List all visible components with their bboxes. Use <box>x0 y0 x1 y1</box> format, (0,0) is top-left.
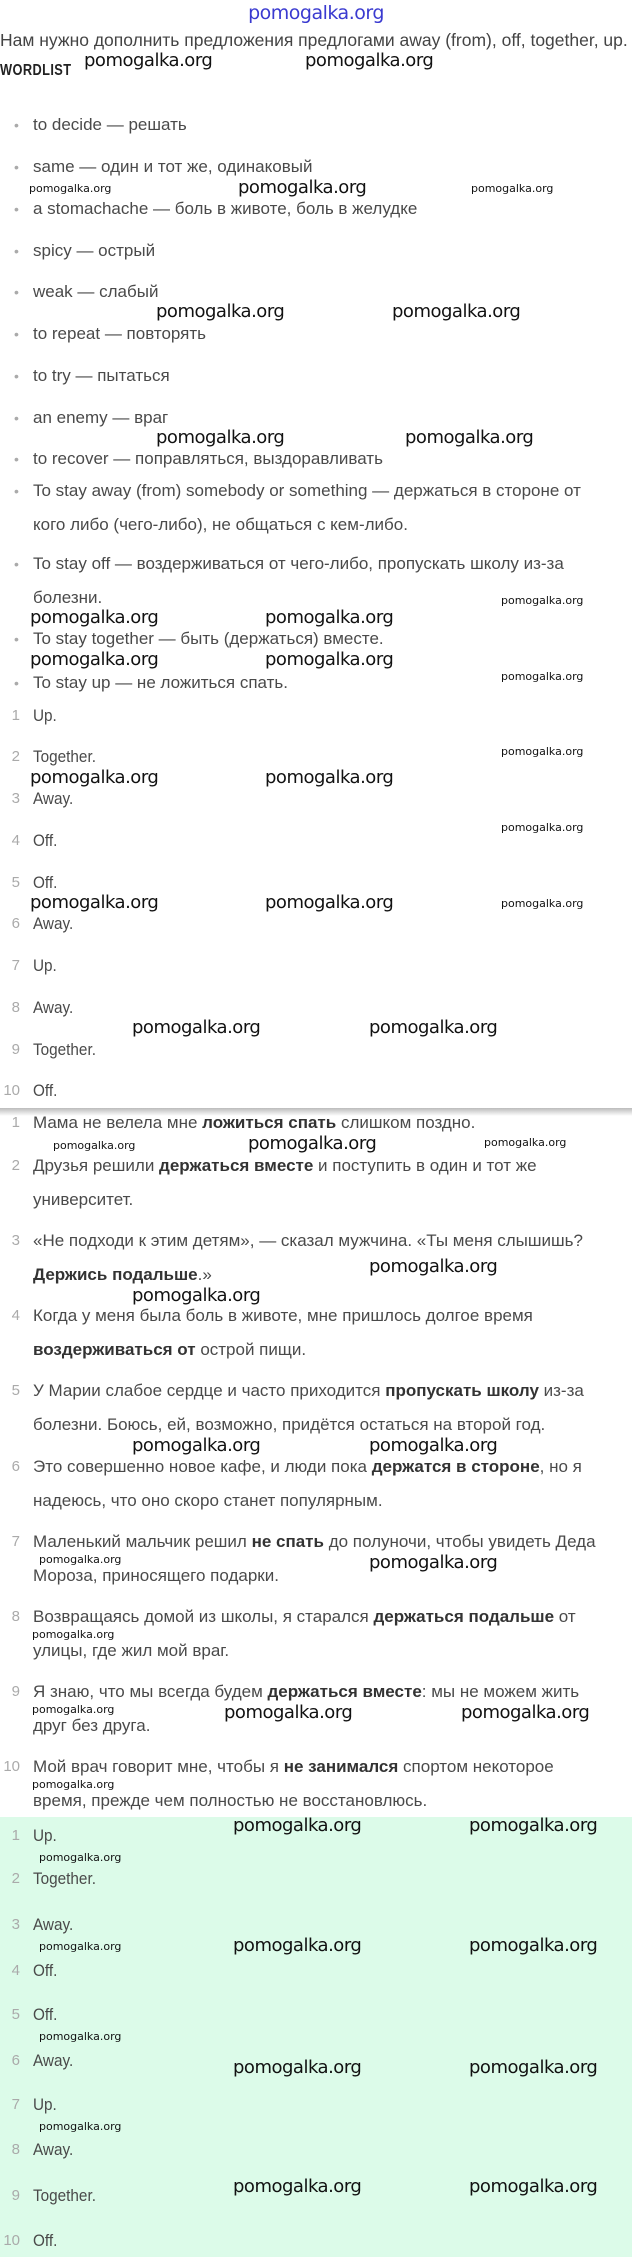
wordlist-item-text: same — один и тот же, одинаковый <box>33 157 313 176</box>
translation-pre: Я знаю, что мы всегда будем <box>33 1682 268 1701</box>
answer-text: Off. <box>33 2005 58 2024</box>
watermark-text: pomogalka.org <box>461 1702 590 1723</box>
item-number: 1 <box>11 1827 20 1844</box>
watermark-text: pomogalka.org <box>469 2057 598 2078</box>
watermark-text: pomogalka.org <box>233 2176 362 2197</box>
watermark-text: pomogalka.org <box>30 607 159 628</box>
answer-text: Off. <box>33 831 58 850</box>
translation-phrase: держаться вместе <box>159 1156 314 1175</box>
wordlist-item-text: To stay away (from) somebody or something — держаться в стороне от кого либо (чего-либо), не общаться с кем-либо. <box>33 481 581 534</box>
translation-text <box>33 1450 598 1518</box>
translation-pre: Маленький мальчик решил <box>33 1532 252 1551</box>
bullet-icon: • <box>14 201 19 217</box>
bullet-icon: • <box>14 675 19 691</box>
translation-pre: Это совершенно новое кафе, и люди пока <box>33 1457 372 1476</box>
answer-text: Away. <box>33 998 74 1017</box>
translation-pre: Мой врач говорит мне, чтобы я <box>33 1757 284 1776</box>
watermark-text: pomogalka.org <box>132 1285 261 1306</box>
item-number: 1 <box>11 707 20 724</box>
wordlist-item-text: To stay off — воздерживаться от чего-либо, пропускать школу из-за болезни. <box>33 554 564 607</box>
wordlist-item-text: to repeat — повторять <box>33 324 207 343</box>
translation-pre: У Марии слабое сердце и часто приходится <box>33 1381 386 1400</box>
watermark-text: pomogalka.org <box>39 2030 122 2043</box>
bullet-icon: • <box>14 631 19 647</box>
bullet-icon: • <box>14 483 19 499</box>
watermark-text: pomogalka.org <box>369 1256 498 1277</box>
translation-post: острой пищи. <box>195 1340 307 1359</box>
item-number: 10 <box>3 1758 20 1775</box>
translation-post: из-за болезни. Боюсь, ей, возможно, придётся остаться на второй год. <box>33 1381 584 1434</box>
watermark-text: pomogalka.org <box>469 1815 598 1836</box>
watermark-text: pomogalka.org <box>369 1552 498 1573</box>
bullet-icon: • <box>14 451 19 467</box>
translation-post: от улицы, где жил мой враг. <box>33 1607 576 1660</box>
item-number: 9 <box>11 1041 20 1058</box>
watermark-text: pomogalka.org <box>392 301 521 322</box>
answer-text: Away. <box>33 1915 74 1934</box>
translation-phrase: пропускать школу <box>385 1381 539 1400</box>
bullet-icon: • <box>14 243 19 259</box>
watermark-text: pomogalka.org <box>471 182 554 195</box>
wordlist-item-text: spicy — острый <box>33 241 156 260</box>
bullet-icon: • <box>14 326 19 342</box>
translation-pre: Возвращаясь домой из школы, я старался <box>33 1607 374 1626</box>
wordlist-item-text: to recover — поправляться, выздоравливать <box>33 449 383 468</box>
item-number: 2 <box>11 1870 20 1887</box>
wordlist-item-text: to decide — решать <box>33 115 187 134</box>
bullet-icon: • <box>14 284 19 300</box>
wordlist-item-text: weak — слабый <box>33 282 159 301</box>
answer-text: Together. <box>33 1869 96 1888</box>
answer-text: Off. <box>33 1961 58 1980</box>
watermark-text: pomogalka.org <box>265 767 394 788</box>
item-number: 2 <box>11 1157 20 1174</box>
translation-post: : мы не можем жить друг без друга. <box>33 1682 580 1735</box>
answer-text: Off. <box>33 873 58 892</box>
watermark-text: pomogalka.org <box>369 1017 498 1038</box>
watermark-text: pomogalka.org <box>132 1017 261 1038</box>
watermark-text: pomogalka.org <box>265 607 394 628</box>
translation-phrase: держаться вместе <box>267 1682 422 1701</box>
watermark-text: pomogalka.org <box>233 1935 362 1956</box>
watermark-text: pomogalka.org <box>29 182 112 195</box>
watermark-text: pomogalka.org <box>30 767 159 788</box>
item-number: 7 <box>11 1533 20 1550</box>
watermark-text: pomogalka.org <box>132 1435 261 1456</box>
translation-post: .» <box>197 1265 212 1284</box>
watermark-text: pomogalka.org <box>265 649 394 670</box>
item-number: 10 <box>3 2232 20 2249</box>
translation-phrase: держатся в стороне <box>371 1457 540 1476</box>
answer-text: Up. <box>33 1826 57 1845</box>
bullet-icon: • <box>14 556 19 572</box>
item-number: 9 <box>11 1683 20 1700</box>
watermark-text: pomogalka.org <box>484 1136 567 1149</box>
watermark-text: pomogalka.org <box>156 427 285 448</box>
watermark-text: pomogalka.org <box>501 670 584 683</box>
answer-text: Off. <box>33 2231 58 2250</box>
watermark-text: pomogalka.org <box>233 1815 362 1836</box>
answer-text: Together. <box>33 1040 96 1059</box>
translation-text <box>33 1224 598 1292</box>
watermark-text: pomogalka.org <box>238 177 367 198</box>
answer-text: Away. <box>33 914 74 933</box>
item-number: 6 <box>11 915 20 932</box>
answer-text: Up. <box>33 956 57 975</box>
watermark-text: pomogalka.org <box>32 1703 115 1716</box>
task-instruction: Нам нужно дополнить предложения предлогами away (from), off, together, up. <box>0 30 628 50</box>
translation-pre: Когда у меня была боль в животе, мне пришлось долгое время <box>33 1306 533 1325</box>
translation-post: слишком поздно. <box>336 1113 476 1132</box>
bullet-icon: • <box>14 410 19 426</box>
watermark-text: pomogalka.org <box>501 897 584 910</box>
item-number: 3 <box>11 790 20 807</box>
item-number: 8 <box>11 999 20 1016</box>
watermark-text: pomogalka.org <box>501 821 584 834</box>
item-number: 4 <box>11 1962 20 1979</box>
translation-phrase: не спать <box>251 1532 324 1551</box>
answer-text: Away. <box>33 2140 74 2159</box>
translation-text <box>33 1374 598 1442</box>
bullet-icon: • <box>14 117 19 133</box>
translation-phrase: воздерживаться от <box>33 1340 196 1359</box>
answer-text: Away. <box>33 789 74 808</box>
item-number: 6 <box>11 2052 20 2069</box>
translation-pre: «Не подходи к этим детям», — сказал мужчина. «Ты меня слышишь? <box>33 1231 583 1250</box>
translation-phrase: Держись подальше <box>33 1265 198 1284</box>
translation-text <box>33 1600 598 1668</box>
translation-post: до полуночи, чтобы увидеть Деда Мороза, приносящего подарки. <box>33 1532 596 1585</box>
translation-phrase: держаться подальше <box>373 1607 555 1626</box>
watermark-text: pomogalka.org <box>39 1851 122 1864</box>
bullet-icon: • <box>14 159 19 175</box>
wordlist-item-text: to try — пытаться <box>33 366 170 385</box>
item-number: 2 <box>11 748 20 765</box>
watermark-text: pomogalka.org <box>469 1935 598 1956</box>
watermark-text: pomogalka.org <box>32 1628 115 1641</box>
translation-post: спортом некоторое время, прежде чем полностью не восстановлюсь. <box>33 1757 554 1810</box>
watermark-text: pomogalka.org <box>53 1139 136 1152</box>
answer-text: Up. <box>33 706 57 725</box>
item-number: 6 <box>11 1458 20 1475</box>
watermark-text: pomogalka.org <box>39 1553 122 1566</box>
watermark-text: pomogalka.org <box>469 2176 598 2197</box>
watermark-text: pomogalka.org <box>39 2120 122 2133</box>
answer-text: Up. <box>33 2095 57 2114</box>
watermark-text: pomogalka.org <box>233 2057 362 2078</box>
item-number: 7 <box>11 2096 20 2113</box>
translation-post: и поступить в один и тот же университет. <box>33 1156 537 1209</box>
watermark-text: pomogalka.org <box>30 892 159 913</box>
watermark-text: pomogalka.org <box>501 594 584 607</box>
watermark-text: pomogalka.org <box>156 301 285 322</box>
translation-text <box>33 1299 598 1367</box>
translation-phrase: не занимался <box>283 1757 399 1776</box>
item-number: 3 <box>11 1916 20 1933</box>
wordlist-item-text: a stomachache — боль в животе, боль в желудке <box>33 199 418 218</box>
item-number: 5 <box>11 874 20 891</box>
watermark-text: pomogalka.org <box>30 649 159 670</box>
wordlist-item-text: To stay up — не ложиться спать. <box>33 673 288 692</box>
watermark-text: pomogalka.org <box>248 1133 377 1154</box>
wordlist-item-text: an enemy — враг <box>33 408 169 427</box>
item-number: 9 <box>11 2187 20 2204</box>
watermark-text: pomogalka.org <box>32 1778 115 1791</box>
translation-pre: Друзья решили <box>33 1156 160 1175</box>
item-number: 1 <box>11 1114 20 1131</box>
site-logo[interactable]: pomogalka.org <box>248 2 384 24</box>
item-number: 5 <box>11 2006 20 2023</box>
answer-text: Off. <box>33 1081 58 1100</box>
watermark-text: pomogalka.org <box>305 50 434 71</box>
item-number: 5 <box>11 1382 20 1399</box>
translation-text <box>33 1149 598 1217</box>
item-number: 7 <box>11 957 20 974</box>
watermark-text: pomogalka.org <box>501 745 584 758</box>
answer-text: Together. <box>33 2186 96 2205</box>
translation-post: , но я надеюсь, что оно скоро станет популярным. <box>33 1457 582 1510</box>
item-number: 10 <box>3 1082 20 1099</box>
item-number: 8 <box>11 1608 20 1625</box>
item-number: 4 <box>11 1307 20 1324</box>
watermark-text: pomogalka.org <box>265 892 394 913</box>
watermark-text: pomogalka.org <box>224 1702 353 1723</box>
answer-text: Away. <box>33 2051 74 2070</box>
item-number: 3 <box>11 1232 20 1249</box>
answer-text: Together. <box>33 747 96 766</box>
wordlist-item-text: To stay together — быть (держаться) вместе. <box>33 629 384 648</box>
translation-phrase: ложиться спать <box>202 1113 337 1132</box>
item-number: 8 <box>11 2141 20 2158</box>
bullet-icon: • <box>14 368 19 384</box>
watermark-text: pomogalka.org <box>39 1940 122 1953</box>
translation-pre: Мама не велела мне <box>33 1113 203 1132</box>
watermark-text: pomogalka.org <box>369 1435 498 1456</box>
item-number: 4 <box>11 832 20 849</box>
watermark-text: pomogalka.org <box>405 427 534 448</box>
watermark-text: pomogalka.org <box>84 50 213 71</box>
translation-text <box>33 1750 598 1818</box>
wordlist-heading: WORDLIST <box>0 62 72 79</box>
